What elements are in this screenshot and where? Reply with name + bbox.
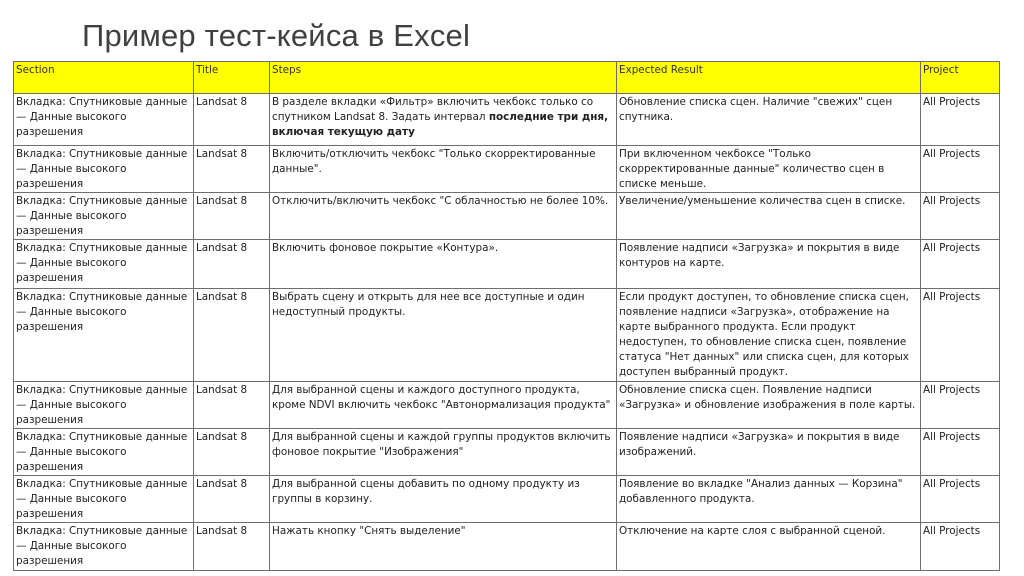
table-header-row [14,62,1000,94]
cell-expected-result: Появление надписи «Загрузка» и покрытия в виде контуров на карте. [617,240,921,289]
cell-expected-result: Если продукт доступен, то обновление списка сцен, появление надписи «Загрузка», отображение на карте выбранного продукта. Если продукт недоступен, то обновление списка сцен, появление статуса "Нет данных" или списка сцен, для которых доступен выбранный продукт. [617,289,921,382]
cell-project: All Projects [921,240,1000,289]
cell-section: Вкладка: Спутниковые данные — Данные высокого разрешения [14,289,194,382]
cell-section: Вкладка: Спутниковые данные — Данные высокого разрешения [14,94,194,146]
cell-expected-result: При включенном чекбоксе "Только скорректированные данные" количество сцен в списке меньше. [617,146,921,193]
cell-steps: Включить фоновое покрытие «Контура». [270,240,617,289]
cell-project: All Projects [921,382,1000,429]
cell-expected-result: Увеличение/уменьшение количества сцен в списке. [617,193,921,240]
cell-steps: Нажать кнопку "Снять выделение" [270,523,617,571]
table-row [14,476,1000,523]
table-row [14,523,1000,571]
cell-title: Landsat 8 [194,523,270,571]
cell-project: All Projects [921,476,1000,523]
cell-title: Landsat 8 [194,146,270,193]
cell-expected-result: Обновление списка сцен. Появление надписи «Загрузка» и обновление изображения в поле карты. [617,382,921,429]
cell-steps-text: В разделе вкладки «Фильтр» включить чекбокс только со спутником Landsat 8. Задать интервал [272,96,594,123]
cell-section: Вкладка: Спутниковые данные — Данные высокого разрешения [14,429,194,476]
cell-project: All Projects [921,146,1000,193]
header-title: Title [194,62,270,94]
cell-steps: Выбрать сцену и открыть для нее все доступные и один недоступный продукты. [270,289,617,382]
cell-project: All Projects [921,193,1000,240]
table-row [14,429,1000,476]
table-row [14,193,1000,240]
cell-section: Вкладка: Спутниковые данные — Данные высокого разрешения [14,523,194,571]
table-row [14,289,1000,382]
cell-steps-bold-text: последние три дня, включая текущую дату [272,111,609,138]
cell-steps: Для выбранной сцены и каждой группы продуктов включить фоновое покрытие "Изображения" [270,429,617,476]
cell-title: Landsat 8 [194,429,270,476]
header-expected-result: Expected Result [617,62,921,94]
cell-section: Вкладка: Спутниковые данные — Данные высокого разрешения [14,146,194,193]
cell-expected-result: Появление во вкладке "Анализ данных — Корзина" добавленного продукта. [617,476,921,523]
cell-project: All Projects [921,523,1000,571]
cell-section: Вкладка: Спутниковые данные — Данные высокого разрешения [14,193,194,240]
table-row [14,94,1000,146]
cell-title: Landsat 8 [194,193,270,240]
table-row [14,382,1000,429]
test-case-table [13,61,1000,571]
cell-steps: Включить/отключить чекбокс "Только скорректированные данные". [270,146,617,193]
cell-title: Landsat 8 [194,382,270,429]
cell-steps: Для выбранной сцены добавить по одному продукту из группы в корзину. [270,476,617,523]
cell-section: Вкладка: Спутниковые данные — Данные высокого разрешения [14,476,194,523]
cell-section: Вкладка: Спутниковые данные — Данные высокого разрешения [14,382,194,429]
cell-project: All Projects [921,289,1000,382]
cell-expected-result: Появление надписи «Загрузка» и покрытия в виде изображений. [617,429,921,476]
cell-section: Вкладка: Спутниковые данные — Данные высокого разрешения [14,240,194,289]
page-title: Пример тест-кейса в Excel [82,18,471,53]
cell-steps [270,94,617,146]
cell-project: All Projects [921,429,1000,476]
header-section: Section [14,62,194,94]
cell-title: Landsat 8 [194,476,270,523]
table-row [14,240,1000,289]
header-steps: Steps [270,62,617,94]
cell-steps: Отключить/включить чекбокс "С облачностью не более 10%. [270,193,617,240]
cell-expected-result: Отключение на карте слоя с выбранной сценой. [617,523,921,571]
cell-title: Landsat 8 [194,94,270,146]
cell-title: Landsat 8 [194,240,270,289]
cell-title: Landsat 8 [194,289,270,382]
cell-steps: Для выбранной сцены и каждого доступного продукта, кроме NDVI включить чекбокс "Автонормализация продукта" [270,382,617,429]
cell-project: All Projects [921,94,1000,146]
table-row [14,146,1000,193]
header-project: Project [921,62,1000,94]
cell-expected-result: Обновление списка сцен. Наличие "свежих" сцен спутника. [617,94,921,146]
